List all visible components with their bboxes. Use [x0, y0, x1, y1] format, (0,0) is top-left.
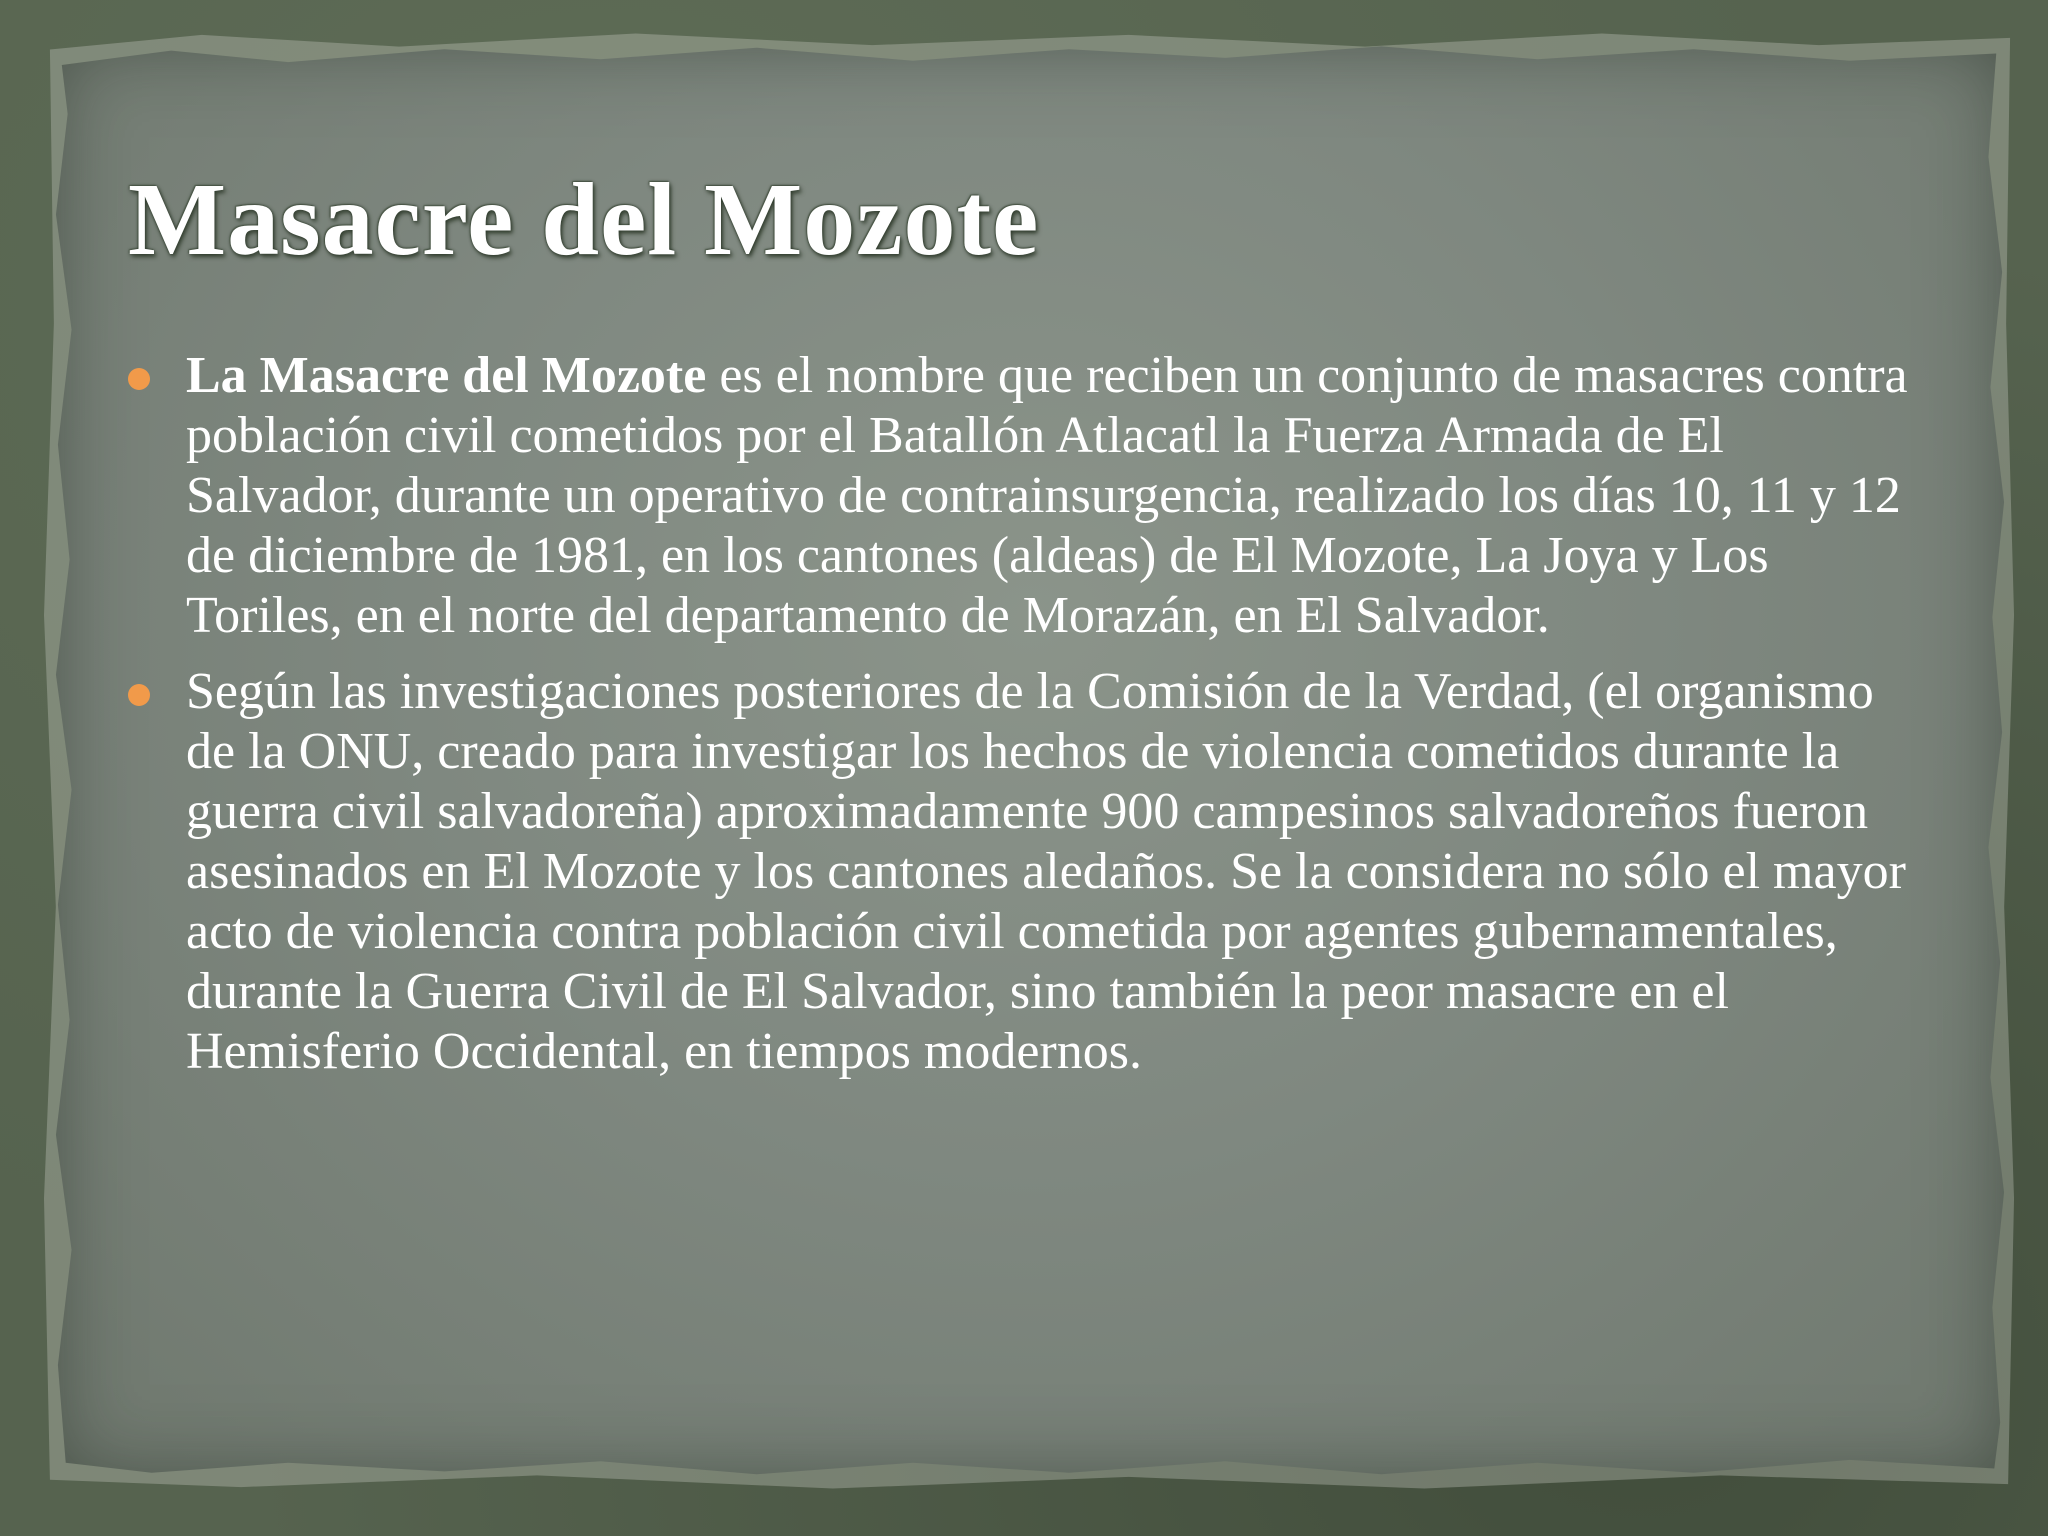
bullet-1-bold-text: La Masacre del Mozote — [186, 347, 707, 404]
orange-dot-icon — [128, 368, 150, 390]
bullet-item-1 — [128, 346, 1928, 646]
orange-dot-icon — [128, 684, 150, 706]
bullet-item-2 — [128, 662, 1928, 1082]
bullet-1-text: es el nombre que reciben un conjunto de masacres contra población civil cometidos por el Batallón Atlacatl la Fuerza Armada de El Salvador, durante un operativo de contrainsurgencia, realizado los días 10, 11 y 12 de diciembre de 1981, en los cantones (aldeas) de El Mozote, La Joya y Los Toriles, en el norte del departamento de Morazán, en El Salvador. — [186, 347, 1908, 644]
bullet-list — [128, 346, 1928, 1098]
bullet-2-text: Según las investigaciones posteriores de la Comisión de la Verdad, (el organismo de la ONU, creado para investigar los hechos de violencia cometidos durante la guerra civil salvadoreña) aproximadamente 900 campesinos salvadoreños fueron asesinados en El Mozote y los cantones aledaños. Se la considera no sólo el mayor acto de violencia contra población civil cometida por agentes gubernamentales, durante la Guerra Civil de El Salvador, sino también la peor masacre en el Hemisferio Occidental, en tiempos modernos. — [186, 663, 1906, 1080]
slide-title: Masacre del Mozote — [128, 162, 1040, 277]
